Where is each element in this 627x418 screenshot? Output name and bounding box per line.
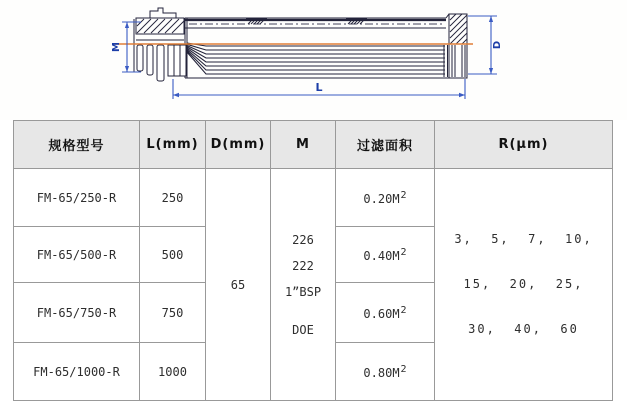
header-length: L(mm) xyxy=(140,121,206,169)
dimension-label-d: D xyxy=(492,40,503,50)
spec-table xyxy=(13,120,613,401)
dimension-l xyxy=(173,79,465,99)
header-filtration-area: 过滤面积 xyxy=(336,121,435,169)
micron-rating-cell xyxy=(435,169,613,401)
area-cell: $0.60M^2$ xyxy=(336,283,435,343)
area-superscript: 2 xyxy=(400,304,407,316)
dimension-d xyxy=(468,16,503,74)
header-micron-rating: R(μm) xyxy=(435,121,613,169)
dimension-label-m: M xyxy=(111,42,122,52)
filter-drawing-svg xyxy=(0,0,627,120)
model-cell: FM-65/500-R xyxy=(14,227,140,283)
diameter-cell: 65 xyxy=(206,169,271,401)
area-cell: $0.20M^2$ xyxy=(336,169,435,227)
header-model: 规格型号 xyxy=(14,121,140,169)
length-cell: 250 xyxy=(140,169,206,227)
dimension-label-l: L xyxy=(315,81,323,94)
length-cell: 500 xyxy=(140,227,206,283)
table-row xyxy=(14,169,613,227)
area-cell: $0.40M^2$ xyxy=(336,227,435,283)
header-diameter: D(mm) xyxy=(206,121,271,169)
area-superscript: 2 xyxy=(400,363,407,375)
filter-drawing xyxy=(0,0,627,120)
connector-line: 226 xyxy=(292,232,314,247)
length-cell: 1000 xyxy=(140,343,206,401)
connector-line: 1”BSP xyxy=(284,284,322,299)
length-cell: 750 xyxy=(140,283,206,343)
micron-line: 3, 5, 7, 10, xyxy=(454,232,593,246)
drawing-end-cap xyxy=(449,14,467,78)
area-superscript: 2 xyxy=(400,189,407,201)
connector-cell xyxy=(271,169,336,401)
area-cell: $0.80M^2$ xyxy=(336,343,435,401)
header-row xyxy=(14,121,613,169)
header-m: M xyxy=(271,121,336,169)
model-cell: FM-65/750-R xyxy=(14,283,140,343)
connector-line: DOE xyxy=(292,322,314,337)
model-cell: FM-65/1000-R xyxy=(14,343,140,401)
micron-line: 30, 40, 60 xyxy=(468,322,579,336)
connector-line: 222 xyxy=(292,258,314,273)
micron-line: 15, 20, 25, xyxy=(463,277,584,291)
area-superscript: 2 xyxy=(400,246,407,258)
drawing-body xyxy=(185,14,467,78)
model-cell: FM-65/250-R xyxy=(14,169,140,227)
